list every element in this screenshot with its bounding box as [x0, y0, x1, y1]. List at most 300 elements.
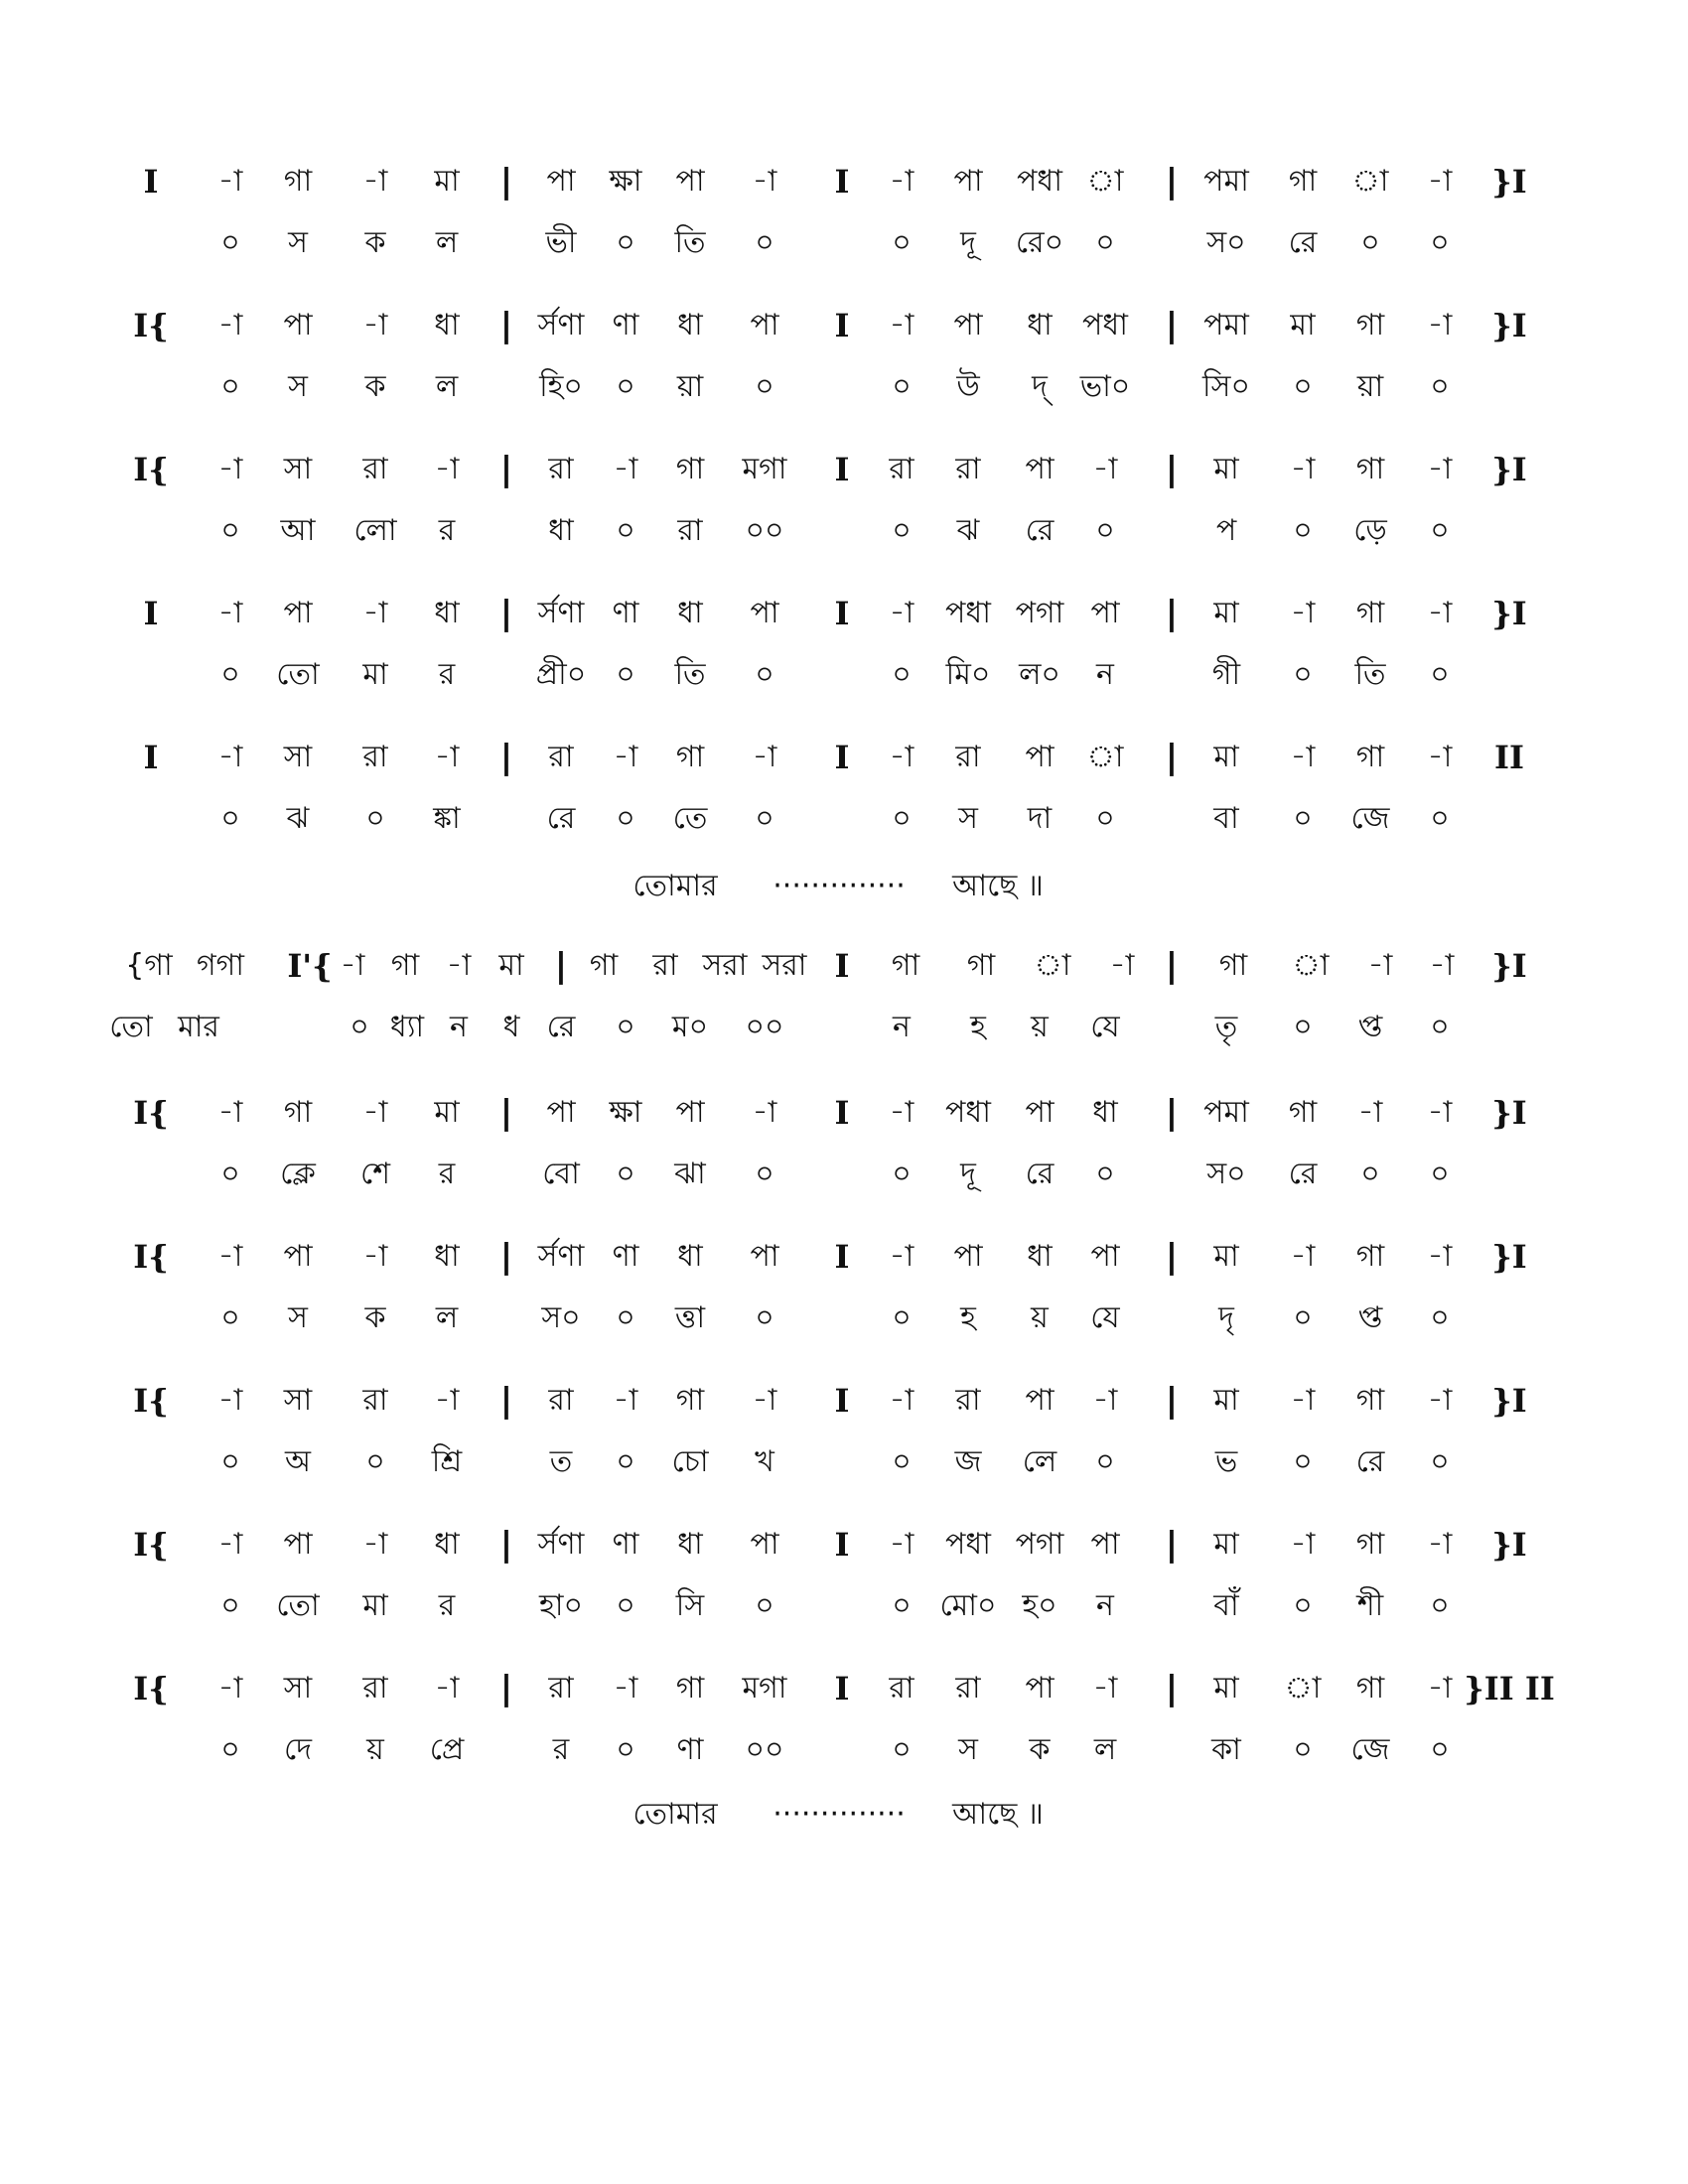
swara-note: মা — [1213, 740, 1239, 774]
lyric-syllable: তো — [109, 1010, 153, 1044]
lyric-syllable: আ — [280, 513, 316, 548]
lyric-syllable: স — [958, 801, 978, 836]
bar-line: I — [834, 595, 850, 632]
bar-line: | — [1165, 1525, 1179, 1565]
swara-note: রা — [548, 1383, 574, 1418]
lyric-syllable: ০ — [365, 801, 385, 836]
bar-line: | — [1165, 450, 1179, 489]
bar-line: | — [1165, 1669, 1179, 1708]
swara-note: পা — [675, 164, 705, 199]
lyric-syllable: জে — [1350, 801, 1390, 836]
swara-note: ধা — [677, 1527, 703, 1562]
lyric-syllable: ০ — [1430, 1732, 1450, 1767]
lyric-syllable: শ্রি — [431, 1444, 463, 1479]
swara-note: পা — [1025, 452, 1055, 486]
lyric-syllable: ঙ্কা — [433, 801, 461, 836]
lyric-syllable: স — [958, 1732, 978, 1767]
lyric-syllable: ০ — [1293, 1444, 1313, 1479]
bar-line: I — [834, 947, 850, 985]
lyric-syllable: বা — [1213, 801, 1239, 836]
lyric-syllable: ০ — [1293, 657, 1313, 692]
lyric-syllable: ০ — [616, 1157, 635, 1191]
bar-line: | — [1165, 1237, 1179, 1277]
bar-line: | — [1165, 594, 1179, 633]
lyric-syllable: তো — [276, 657, 320, 692]
lyric-syllable: ০ — [1095, 513, 1115, 548]
swara-note: পা — [675, 1095, 705, 1130]
lyrics-row — [0, 1439, 1688, 1489]
lyric-syllable: ০ — [220, 801, 240, 836]
swara-note: -া — [889, 308, 914, 342]
swara-note: মা — [434, 164, 460, 199]
swara-note: -া — [362, 164, 388, 199]
swara-note: পা — [283, 308, 313, 342]
intro-notes-row — [0, 943, 1688, 993]
swara-note: -া — [889, 1095, 914, 1130]
swara-note: রা — [362, 1383, 388, 1418]
swara-note: পা — [283, 1239, 313, 1274]
lyric-syllable: মো০ — [939, 1588, 997, 1623]
bar-line: I{ — [133, 307, 169, 344]
bar-line: }I — [1491, 1526, 1527, 1564]
notes-row — [0, 1234, 1688, 1284]
bar-line: }I — [1491, 163, 1527, 201]
swara-note: -া — [752, 1383, 777, 1418]
lyric-syllable: রে — [1355, 1444, 1385, 1479]
bar-line: | — [499, 1093, 513, 1133]
swara-note: ণা — [612, 1527, 639, 1562]
lyric-syllable: ০ — [220, 657, 240, 692]
swara-note: মা — [1213, 1383, 1239, 1418]
lyric-syllable: ০ — [616, 801, 635, 836]
swara-note: পধা — [945, 1095, 991, 1130]
lyric-syllable: রে০ — [1015, 225, 1064, 260]
swara-note: -া — [362, 308, 388, 342]
swara-note: সরা — [762, 948, 807, 983]
lyric-syllable: ক — [364, 1300, 386, 1335]
lyric-syllable: ০ — [1293, 1300, 1313, 1335]
lyrics-row — [0, 364, 1688, 414]
lyric-syllable: গী — [1211, 657, 1241, 692]
swara-note: ধা — [677, 1239, 703, 1274]
swara-note: মা — [1213, 1671, 1239, 1706]
lyric-syllable: য় — [1031, 1300, 1049, 1335]
lyric-syllable: ধ — [502, 1010, 520, 1044]
swara-note: মা — [1213, 452, 1239, 486]
swara-note: গা — [1355, 740, 1385, 774]
lyric-syllable: ০ — [616, 1588, 635, 1623]
swara-note: পা — [546, 164, 576, 199]
swara-note: মা — [1213, 1527, 1239, 1562]
swara-note: পধা — [1017, 164, 1062, 199]
swara-note: া — [1086, 740, 1124, 774]
lyric-syllable: য় — [366, 1732, 384, 1767]
lyric-syllable: সি — [675, 1588, 705, 1623]
lyric-syllable: স০ — [1206, 225, 1246, 260]
lyric-syllable: ল — [435, 369, 459, 404]
swara-note: মা — [1213, 1239, 1239, 1274]
lyric-syllable: ০ — [755, 1300, 774, 1335]
lyric-syllable: তৃ — [1214, 1010, 1238, 1044]
intro-lyrics-row — [0, 1005, 1688, 1054]
swara-note: -া — [889, 740, 914, 774]
lyric-syllable: ক — [364, 369, 386, 404]
lyrics-row — [0, 1296, 1688, 1345]
bar-line: I — [143, 739, 159, 776]
swara-note: রা — [889, 1671, 914, 1706]
lyric-syllable: র — [438, 1588, 456, 1623]
lyric-syllable: যে — [1090, 1300, 1120, 1335]
swara-note: -া — [889, 1383, 914, 1418]
lyric-syllable: চো — [671, 1444, 709, 1479]
lyric-syllable: তি — [1354, 657, 1386, 692]
swara-note: -া — [1092, 1383, 1118, 1418]
refrain-line — [0, 1792, 1688, 1842]
bar-line: | — [1165, 946, 1179, 986]
swara-note: -া — [217, 1527, 243, 1562]
notes-row — [0, 447, 1688, 496]
lyric-syllable: জ — [954, 1444, 982, 1479]
swara-note: া — [1034, 948, 1071, 983]
lyric-syllable: ০ — [892, 657, 912, 692]
bar-line: I — [834, 1382, 850, 1420]
lyric-syllable: হি০ — [539, 369, 583, 404]
swara-note: -া — [1427, 596, 1453, 630]
swara-note: পা — [953, 164, 983, 199]
bar-line: | — [499, 1525, 513, 1565]
lyric-syllable: রা — [677, 513, 703, 548]
lyric-syllable: ০ — [1293, 801, 1313, 836]
lyric-syllable: দূ — [960, 225, 976, 260]
lyric-syllable: রে — [1288, 225, 1318, 260]
bar-line: }I — [1491, 307, 1527, 344]
swara-note: -া — [362, 596, 388, 630]
lyric-syllable: দে — [284, 1732, 312, 1767]
swara-note: ণা — [612, 1239, 639, 1274]
lyrics-row — [0, 796, 1688, 846]
swara-note: -া — [1427, 1095, 1453, 1130]
lyric-syllable: ন — [1096, 657, 1114, 692]
lyric-syllable: স০ — [541, 1300, 581, 1335]
lyric-syllable: ০ — [892, 801, 912, 836]
swara-note: -া — [1290, 596, 1316, 630]
swara-note: পমা — [1203, 308, 1249, 342]
swara-note: মগা — [742, 1671, 787, 1706]
lyric-syllable: ম০ — [671, 1010, 709, 1044]
swara-note: পগা — [1015, 596, 1064, 630]
swara-note: গা — [1288, 1095, 1318, 1130]
bar-line: | — [1165, 306, 1179, 345]
swara-note: রা — [362, 740, 388, 774]
lyric-syllable: য়া — [676, 369, 704, 404]
swara-note: {গা — [125, 948, 173, 983]
refrain-start: তোমার — [633, 869, 718, 903]
bar-line: I'{ — [287, 947, 333, 985]
lyric-syllable: দৃ — [1218, 1300, 1234, 1335]
swara-note: -া — [889, 1527, 914, 1562]
swara-note: গা — [1355, 452, 1385, 486]
swara-note: রা — [362, 452, 388, 486]
bar-line: I — [834, 1670, 850, 1707]
swara-note: -া — [1357, 1095, 1383, 1130]
swara-note: র্সণা — [537, 1239, 585, 1274]
bar-line: | — [1165, 1381, 1179, 1421]
swara-note: -া — [217, 452, 243, 486]
swara-note: পধা — [945, 1527, 991, 1562]
bar-line: }II II — [1464, 1670, 1555, 1707]
swara-note: পমা — [1203, 1095, 1249, 1130]
swara-note: -া — [217, 1095, 243, 1130]
swara-note: পা — [953, 308, 983, 342]
swara-note: র্সণা — [537, 308, 585, 342]
notes-row — [0, 735, 1688, 784]
swara-note: গা — [675, 740, 705, 774]
bar-line: }I — [1491, 1094, 1527, 1132]
swara-note: পা — [1090, 596, 1120, 630]
lyric-syllable: ঝ — [286, 801, 310, 836]
lyric-syllable: ০ — [1095, 1157, 1115, 1191]
swara-note: -া — [752, 740, 777, 774]
lyric-syllable: ক — [1029, 1732, 1051, 1767]
swara-note: -া — [362, 1239, 388, 1274]
swara-note: -া — [217, 1239, 243, 1274]
swara-note: -া — [434, 452, 460, 486]
swara-note: সা — [283, 452, 313, 486]
lyric-syllable: ০ — [755, 225, 774, 260]
bar-line: I — [834, 1238, 850, 1276]
lyric-syllable: ০ — [1360, 1157, 1380, 1191]
swara-note: ধা — [1092, 1095, 1118, 1130]
lyric-syllable: দা — [1027, 801, 1053, 836]
swara-note: -া — [1429, 948, 1455, 983]
swara-note: সরা — [702, 948, 748, 983]
lyric-syllable: ০ — [1430, 657, 1450, 692]
swara-note: ক্ষা — [609, 164, 642, 199]
swara-note: গা — [1218, 948, 1248, 983]
lyric-syllable: ০ — [616, 1300, 635, 1335]
swara-note: গা — [1355, 596, 1385, 630]
swara-note: -া — [446, 948, 472, 983]
lyric-syllable: বাঁ — [1213, 1588, 1239, 1623]
swara-note: রা — [362, 1671, 388, 1706]
bar-line: I — [834, 1526, 850, 1564]
lyric-syllable: ০ — [892, 225, 912, 260]
swara-note: মা — [1290, 308, 1316, 342]
lyric-syllable: প্রী০ — [535, 657, 587, 692]
lyric-syllable: স — [288, 225, 308, 260]
lyric-syllable: সি০ — [1202, 369, 1250, 404]
lyric-syllable: রে — [1025, 513, 1055, 548]
swara-note: -া — [1427, 1383, 1453, 1418]
lyric-syllable: ০ — [220, 1300, 240, 1335]
swara-note: ধা — [434, 1527, 460, 1562]
lyric-syllable: ০ — [616, 657, 635, 692]
lyrics-row — [0, 508, 1688, 558]
lyrics-row — [0, 220, 1688, 270]
lyric-syllable: ০ — [892, 1300, 912, 1335]
lyric-syllable: ঝ — [956, 513, 980, 548]
lyric-syllable: র — [438, 1157, 456, 1191]
notes-row — [0, 591, 1688, 640]
lyric-syllable: হ — [960, 1300, 976, 1335]
swara-note: গা — [891, 948, 920, 983]
swara-note: -া — [613, 1383, 638, 1418]
lyric-syllable: ক — [364, 225, 386, 260]
lyric-syllable: রে — [546, 801, 576, 836]
lyric-syllable: প্রে — [429, 1732, 465, 1767]
swara-note: -া — [217, 1383, 243, 1418]
lyric-syllable: ০ — [1360, 225, 1380, 260]
swara-note: গা — [675, 1383, 705, 1418]
lyric-syllable: ০ — [220, 225, 240, 260]
swara-note: গা — [283, 1095, 313, 1130]
swara-note: ধা — [1027, 1239, 1053, 1274]
bar-line: | — [499, 738, 513, 777]
swara-note: -া — [1427, 1527, 1453, 1562]
lyric-syllable: ০ — [616, 513, 635, 548]
lyric-syllable: ০০ — [745, 1010, 784, 1044]
swara-note: ধা — [677, 308, 703, 342]
swara-note: গা — [1355, 308, 1385, 342]
lyric-syllable: খ — [755, 1444, 774, 1479]
swara-note: া — [1351, 164, 1389, 199]
bar-line: | — [499, 450, 513, 489]
swara-note: পা — [283, 1527, 313, 1562]
swara-note: গা — [1355, 1239, 1385, 1274]
swara-note: ধা — [677, 596, 703, 630]
lyric-syllable: তি — [674, 225, 706, 260]
swara-note: -া — [1290, 1239, 1316, 1274]
swara-note: রা — [548, 1671, 574, 1706]
lyric-syllable: শে — [360, 1157, 390, 1191]
lyric-syllable: ড়ে — [1353, 513, 1387, 548]
bar-line: I — [143, 595, 159, 632]
swara-note: -া — [1092, 452, 1118, 486]
swara-note: ক্ষা — [609, 1095, 642, 1130]
swara-note: মা — [498, 948, 524, 983]
swara-note: া — [1086, 164, 1124, 199]
bar-line: I — [834, 451, 850, 488]
lyric-syllable: ধা — [548, 513, 574, 548]
lyric-syllable: ল — [435, 225, 459, 260]
lyric-syllable: ০ — [1430, 1444, 1450, 1479]
lyric-syllable: উ — [956, 369, 980, 404]
lyric-syllable: র — [438, 513, 456, 548]
bar-line: I — [143, 163, 159, 201]
bar-line: I — [834, 163, 850, 201]
lyric-syllable: দূ — [960, 1157, 976, 1191]
swara-note: পা — [1025, 740, 1055, 774]
swara-note: -া — [752, 1095, 777, 1130]
lyric-syllable: ০ — [755, 369, 774, 404]
swara-note: পধা — [1082, 308, 1128, 342]
lyrics-row — [0, 1152, 1688, 1201]
swara-note: গা — [390, 948, 420, 983]
lyric-syllable: লো — [353, 513, 397, 548]
swara-note: ধা — [434, 308, 460, 342]
lyric-syllable: য়া — [1356, 369, 1384, 404]
swara-note: -া — [340, 948, 365, 983]
bar-line: }I — [1491, 1238, 1527, 1276]
lyric-syllable: ধ্যা — [389, 1010, 425, 1044]
lyric-syllable: ০০ — [745, 513, 784, 548]
lyric-syllable: ০ — [1293, 1010, 1313, 1044]
lyric-syllable: কা — [1211, 1732, 1241, 1767]
swara-note: পা — [750, 1239, 779, 1274]
swara-note: পা — [750, 1527, 779, 1562]
swara-note: রা — [652, 948, 678, 983]
bar-line: I{ — [133, 1382, 169, 1420]
bar-line: }I — [1491, 595, 1527, 632]
lyrics-row — [0, 652, 1688, 702]
lyric-syllable: ০ — [1430, 1157, 1450, 1191]
lyric-syllable: ০ — [892, 1588, 912, 1623]
swara-note: ধা — [434, 1239, 460, 1274]
swara-note: গা — [1355, 1383, 1385, 1418]
lyric-syllable: ০ — [1430, 1010, 1450, 1044]
refrain-dots: ·············· — [773, 869, 906, 903]
refrain-line — [0, 864, 1688, 913]
swara-note: পা — [1025, 1095, 1055, 1130]
bar-line: I — [834, 307, 850, 344]
lyric-syllable: ত্তা — [674, 1300, 706, 1335]
swara-note: রা — [955, 740, 981, 774]
lyric-syllable: ০ — [892, 1732, 912, 1767]
swara-note: -া — [613, 1671, 638, 1706]
swara-note: -া — [1427, 1239, 1453, 1274]
lyric-syllable: ০০ — [745, 1732, 784, 1767]
swara-note: রা — [955, 1383, 981, 1418]
lyric-syllable: ০ — [1095, 1444, 1115, 1479]
bar-line: | — [554, 946, 568, 986]
lyric-syllable: ০ — [1430, 801, 1450, 836]
bar-line: I{ — [133, 1094, 169, 1132]
bar-line: | — [1165, 738, 1179, 777]
bar-line: | — [499, 1237, 513, 1277]
swara-note: -া — [362, 1095, 388, 1130]
lyric-syllable: হ — [970, 1010, 986, 1044]
swara-note: গা — [1288, 164, 1318, 199]
lyric-syllable: ০ — [755, 1588, 774, 1623]
lyric-syllable: হা০ — [539, 1588, 583, 1623]
lyric-syllable: ০ — [755, 657, 774, 692]
swara-note: ধা — [1027, 308, 1053, 342]
swara-note: -া — [217, 164, 243, 199]
swara-note: সা — [283, 740, 313, 774]
lyric-syllable: প — [1215, 513, 1237, 548]
lyric-syllable: ০ — [616, 369, 635, 404]
swara-note: -া — [889, 1239, 914, 1274]
swara-note: পা — [750, 596, 779, 630]
lyric-syllable: য় — [1031, 1010, 1049, 1044]
swara-note: -া — [613, 740, 638, 774]
lyric-syllable: ০ — [1293, 369, 1313, 404]
lyric-syllable: রে — [546, 1010, 576, 1044]
lyric-syllable: ০ — [220, 1588, 240, 1623]
swara-note: া — [1284, 1671, 1322, 1706]
lyric-syllable: ০ — [220, 1444, 240, 1479]
bar-line: I{ — [133, 451, 169, 488]
swara-note: গা — [1355, 1671, 1385, 1706]
notes-row — [0, 1666, 1688, 1715]
swara-note: পা — [750, 308, 779, 342]
swara-note: -া — [434, 1383, 460, 1418]
lyric-syllable: স — [288, 1300, 308, 1335]
lyric-syllable: ০ — [892, 513, 912, 548]
lyric-syllable: ০ — [1430, 369, 1450, 404]
bar-line: | — [499, 1381, 513, 1421]
lyric-syllable: ০ — [1095, 225, 1115, 260]
